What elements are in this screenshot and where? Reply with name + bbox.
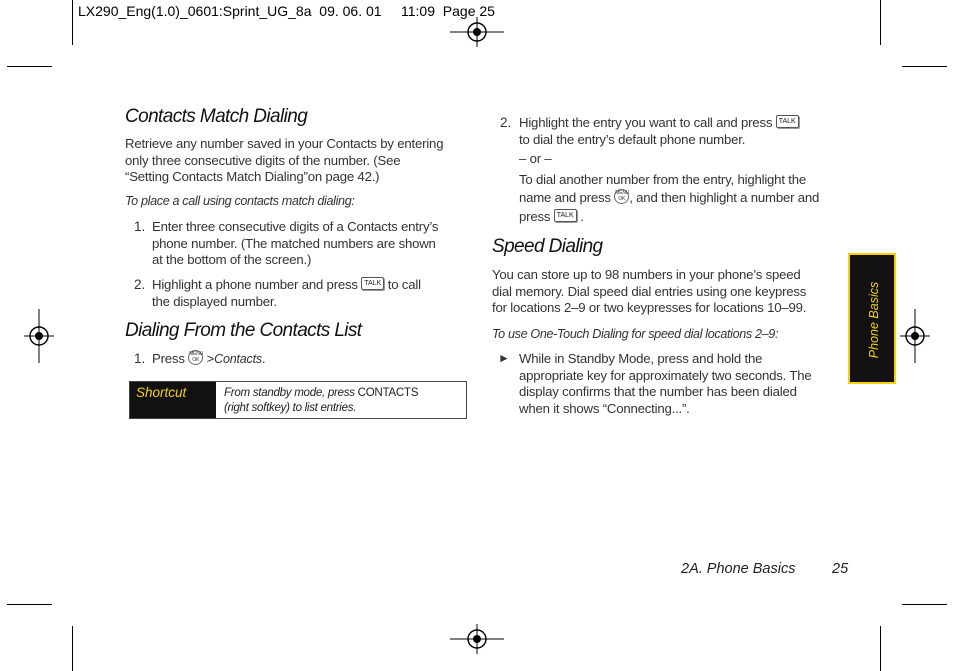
text-fragment: name and press: [519, 190, 611, 206]
heading-dialing-from-contacts: Dialing From the Contacts List: [125, 320, 362, 341]
text-line: when it shows “Connecting...”.: [519, 400, 690, 416]
text-fragment: Press: [152, 351, 185, 366]
step-number: 1.: [134, 351, 146, 366]
text-line: the displayed number.: [152, 293, 277, 309]
step-number: 2.: [134, 277, 146, 292]
crop-mark: [7, 604, 52, 605]
press-contacts-step: [152, 351, 265, 368]
key-label: MENU: [615, 190, 630, 197]
step-1-text: [152, 219, 472, 269]
text-line: To dial another number from the entry, highlight the: [519, 171, 806, 187]
text-line: for locations 2–9 or two keypresses for locations 10–99.: [492, 300, 807, 316]
text-fragment: Highlight a phone number and press: [152, 277, 358, 292]
heading-contacts-match-dialing: Contacts Match Dialing: [125, 106, 308, 127]
text-line: to dial the entry’s default phone number.: [519, 131, 746, 147]
text-fragment: .: [580, 208, 584, 224]
text-line: display confirms that the number has been dialed: [519, 384, 797, 400]
text-line: Retrieve any number saved in your Contacts by entering: [125, 136, 444, 151]
text-line: dial memory. Dial speed dial entries using one keypress: [492, 283, 807, 299]
crop-mark: [72, 626, 73, 671]
footer-section-title: 2A. Phone Basics: [681, 561, 796, 577]
text-line: at the bottom of the screen.): [152, 252, 312, 268]
registration-mark-icon: [900, 309, 930, 363]
text-fragment: press: [519, 208, 551, 224]
menu-path-contacts: Contacts: [214, 352, 262, 366]
crop-mark: [7, 66, 52, 67]
section-side-tab: [848, 253, 896, 384]
text-line: While in Standby Mode, press and hold the: [519, 351, 763, 366]
talk-key-icon: TALK: [361, 277, 384, 290]
key-label: MENU: [189, 351, 204, 358]
right-step-2-text: [519, 115, 849, 226]
text-fragment: to call: [387, 277, 421, 292]
crop-mark: [880, 0, 881, 45]
text-line: [152, 277, 472, 294]
talk-key-icon: TALK: [554, 209, 577, 222]
step-number: 2.: [500, 115, 512, 130]
side-tab-label: Phone Basics: [867, 281, 881, 359]
text-line: appropriate key for approximately two seconds. The: [519, 367, 812, 383]
text-line: (right softkey) to list entries.: [224, 401, 357, 414]
heading-speed-dialing: Speed Dialing: [492, 236, 603, 257]
talk-key-icon: TALK: [776, 115, 799, 128]
one-touch-step-text: [519, 351, 849, 417]
text-line: You can store up to 98 numbers in your phone’s speed: [492, 267, 801, 282]
text-line: Enter three consecutive digits of a Contacts entry’s: [152, 219, 439, 234]
key-name: CONTACTS: [357, 386, 419, 399]
crop-mark: [72, 0, 73, 45]
text-fragment: , and then highlight a number and: [629, 190, 820, 206]
menu-ok-key-icon: [614, 189, 629, 204]
shortcut-text: [224, 385, 464, 415]
procedure-intro: To use One-Touch Dialing for speed dial locations 2–9:: [492, 327, 779, 341]
text-fragment: Highlight the entry you want to call and press: [519, 115, 773, 130]
registration-mark-icon: [24, 309, 54, 363]
or-separator: – or –: [519, 151, 552, 167]
text-line: [519, 115, 849, 132]
paragraph-contacts-match: [125, 136, 475, 186]
procedure-intro: To place a call using contacts match dialing:: [125, 194, 355, 208]
shortcut-label: Shortcut: [130, 382, 216, 418]
key-label: OK: [192, 357, 200, 364]
text-fragment: From standby mode, press: [224, 386, 358, 399]
text-line: [519, 209, 849, 226]
menu-ok-key-icon: [188, 350, 203, 365]
text-fragment: >: [206, 351, 215, 366]
registration-mark-icon: [450, 17, 504, 47]
bullet-arrow-icon: ►: [498, 351, 510, 365]
paragraph-speed-dialing: [492, 267, 842, 317]
text-line: only three consecutive digits of the number. (See: [125, 152, 401, 168]
crop-mark: [902, 66, 947, 67]
text-line: [224, 385, 464, 400]
print-slug: LX290_Eng(1.0)_0601:Sprint_UG_8a 09. 06. 01 11:09 Page 25: [78, 3, 495, 19]
text-fragment: .: [261, 351, 266, 366]
crop-mark: [902, 604, 947, 605]
crop-mark: [880, 626, 881, 671]
text-line: phone number. (The matched numbers are shown: [152, 235, 436, 251]
key-label: OK: [618, 196, 626, 203]
shortcut-box: [129, 381, 467, 419]
step-number: 1.: [134, 219, 146, 234]
text-line: [519, 190, 849, 207]
step-2-text: [152, 277, 472, 310]
text-line: “Setting Contacts Match Dialing”on page 42.): [125, 169, 380, 185]
registration-mark-icon: [450, 624, 504, 654]
page-number: 25: [832, 561, 849, 577]
